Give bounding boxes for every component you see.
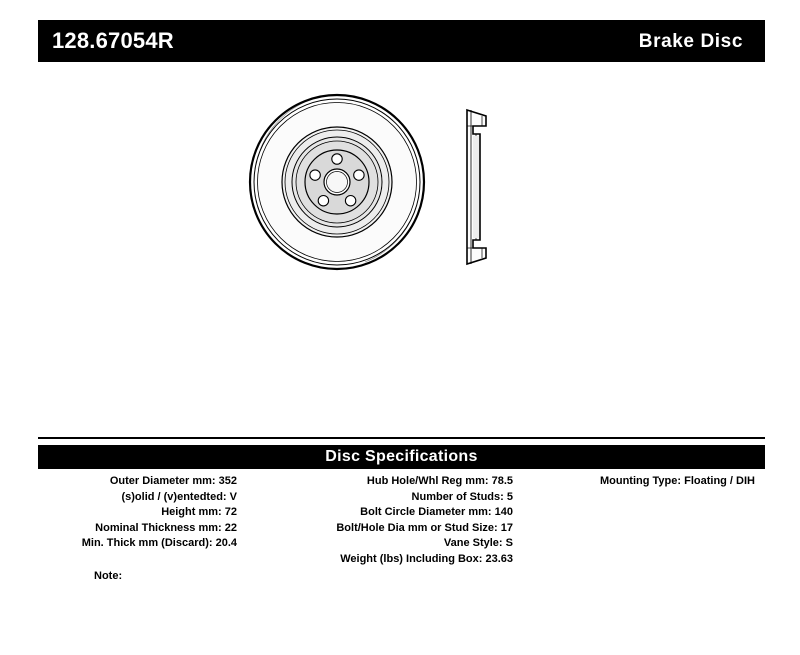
spec-row [243,474,513,490]
spec-row [38,490,237,506]
spec-label: Number of Studs: [411,490,507,503]
page-title: Brake Disc [638,30,743,52]
spec-row [38,536,237,552]
spec-value: V [229,490,237,503]
spec-row [243,490,513,506]
spec-label: Outer Diameter mm: [109,475,219,487]
spec-value: 5 [506,490,513,503]
spec-row [243,552,513,568]
spec-column-left [38,474,243,552]
spec-value: 20.4 [215,537,237,550]
spec-label: (s)olid / (v)entedted: [121,490,230,503]
spec-value: 72 [224,506,237,519]
spec-value: 23.63 [485,552,513,565]
spec-value: 140 [494,506,513,519]
spec-value: Floating / DIH [684,475,755,487]
spec-label: Bolt/Hole Dia mm or Stud Size: [336,521,501,534]
spec-value: 352 [218,475,237,487]
spec-label: Height mm: [161,506,225,519]
spec-row [38,474,237,490]
spec-label: Hub Hole/Whl Reg mm: [366,475,492,487]
spec-label: Min. Thick mm (Discard): [81,537,216,550]
part-number: 128.67054R [52,28,174,53]
spec-section-title: Disc Specifications [38,445,765,469]
spec-label: Vane Style: [443,537,506,550]
spec-row [38,505,237,521]
spec-row [243,536,513,552]
brake-rotor-cross-section-view [467,110,486,264]
spec-divider [38,437,765,439]
spec-columns [38,474,765,568]
spec-row [519,474,755,490]
spec-value: 22 [224,521,237,534]
spec-label: Mounting Type: [599,475,685,487]
spec-row [243,521,513,537]
spec-column-middle [243,474,519,568]
spec-value: 17 [500,521,513,534]
note-label: Note: [94,570,123,582]
product-illustration [230,90,580,290]
spec-value: S [505,537,513,550]
spec-row [243,505,513,521]
spec-value: 78.5 [491,475,513,487]
spec-column-right [519,474,765,490]
header-bar [38,20,765,62]
spec-label: Bolt Circle Diameter mm: [360,506,495,519]
spec-label: Nominal Thickness mm: [95,521,225,534]
brake-rotor-face-view [250,95,424,269]
spec-label: Weight (lbs) Including Box: [340,552,486,565]
spec-row [38,521,237,537]
